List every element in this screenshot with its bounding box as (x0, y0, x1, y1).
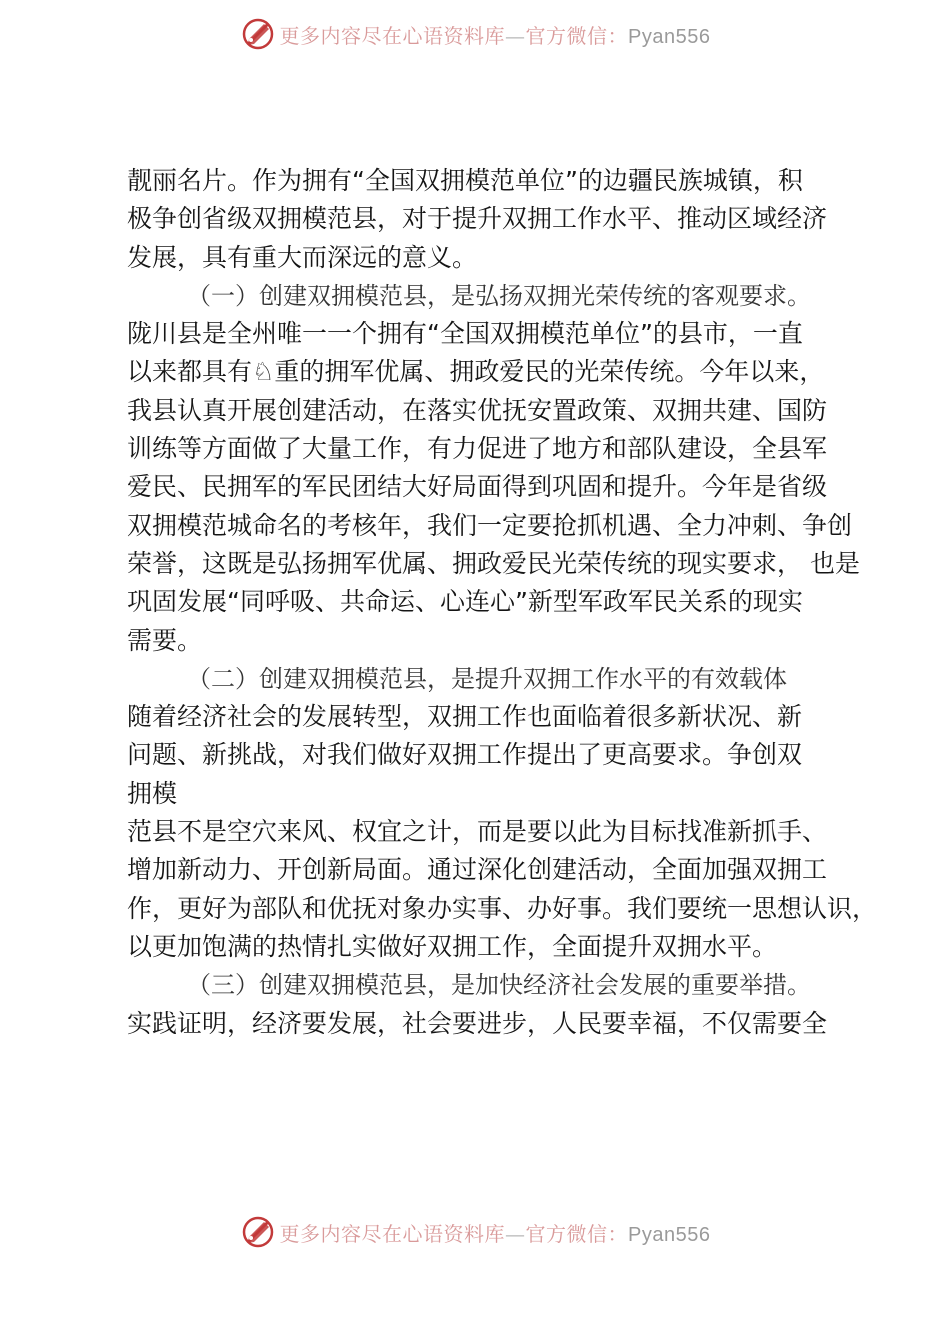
body-line: 我县认真开展创建活动，在落实优抚安置政策、双拥共建、国防 (127, 395, 828, 425)
body-line: 靓丽名片。作为拥有“全国双拥模范单位”的边疆民族城镇，积 (127, 166, 803, 195)
body-line: 巩固发展“同呼吸、共命运、心连心”新型军政军民关系的现实 (127, 587, 803, 617)
pen-logo-icon (240, 1214, 276, 1250)
pen-logo-icon (240, 16, 276, 52)
body-line: 实践证明，经济要发展，社会要进步，人民要幸福，不仅需要全 (127, 1008, 828, 1038)
body-line: 需要。 (127, 625, 203, 655)
watermark-text: 更多内容尽在心语资料库—官方微信：Pyan556 (279, 1221, 711, 1246)
body-line: 随着经济社会的发展转型，双拥工作也面临着很多新状况、新 (127, 702, 803, 732)
body-line: 增加新动力、开创新局面。通过深化创建活动，全面加强双拥工 (127, 855, 828, 885)
body-line: 极争创省级双拥模范县，对于提升双拥工作水平、推动区域经济 (127, 204, 828, 234)
body-line: 以来都具有♘重的拥军优属、拥政爱民的光荣传统。今年以来， (127, 357, 825, 387)
body-line: 荣誉，这既是弘扬拥军优属、拥政爱民光荣传统的现实要求， 也是 (127, 548, 860, 578)
body-line: 问题、新挑战，对我们做好双拥工作提出了更高要求。争创双 (127, 740, 803, 770)
section-heading: （二）创建双拥模范县，是提升双拥工作水平的有效载体 (187, 664, 787, 693)
body-line: 爱民、民拥军的军民团结大好局面得到巩固和提升。今年是省级 (127, 472, 828, 502)
body-line: 发展，具有重大而深远的意义。 (127, 242, 478, 272)
body-line: 训练等方面做了大量工作，有力促进了地方和部队建设，全县军 (127, 434, 828, 464)
body-line: 范县不是空穴来风、权宜之计，而是要以此为目标找准新抓手、 (127, 817, 828, 847)
body-line: 作，更好为部队和优抚对象办实事、办好事。我们要统一思想认识， (127, 893, 878, 923)
footer-watermark (0, 1212, 950, 1252)
body-line: 拥模 (127, 778, 178, 808)
watermark-text: 更多内容尽在心语资料库—官方微信：Pyan556 (279, 23, 711, 48)
section-heading: （三）创建双拥模范县，是加快经济社会发展的重要举措。 (187, 971, 811, 1000)
body-line: 双拥模范城命名的考核年，我们一定要抢抓机遇、全力冲刺、争创 (127, 510, 853, 540)
document-body (127, 162, 878, 1043)
section-heading: （一）创建双拥模范县，是弘扬双拥光荣传统的客观要求。 (187, 281, 811, 310)
body-line: 以更加饱满的热情扎实做好双拥工作，全面提升双拥水平。 (127, 931, 778, 961)
body-line: 陇川县是全州唯一一个拥有“全国双拥模范单位”的县市，一直 (127, 319, 803, 349)
header-watermark (0, 14, 950, 54)
